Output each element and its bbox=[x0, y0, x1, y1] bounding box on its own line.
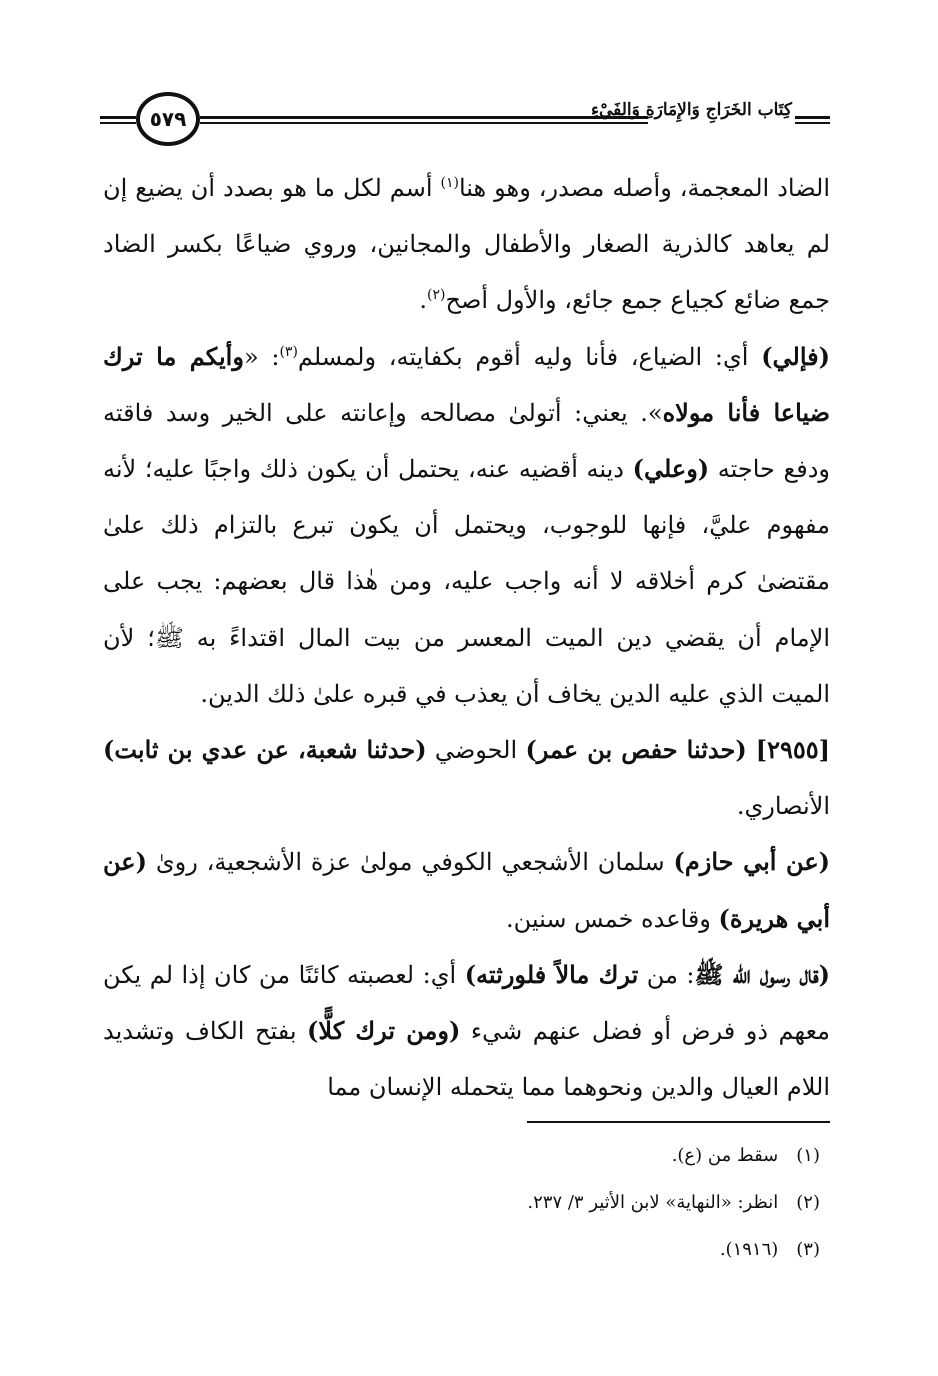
bold-run: (فإلي) bbox=[761, 341, 830, 371]
text-run: أي: لعصبته كائنًا من كان إذا لم يكن معهم ذو فرض أو فضل عنهم شيء bbox=[103, 960, 831, 1046]
page-header bbox=[100, 90, 830, 160]
bold-run: (قال رسول الله ﷺ bbox=[694, 959, 831, 989]
header-rule bbox=[200, 122, 648, 124]
footnote-text: (١٩١٦). bbox=[719, 1239, 779, 1260]
text-run: ». يعني: أتولىٰ مصالحه وإعانته على الخير وسد فاقته ودفع حاجته bbox=[103, 398, 830, 484]
text-run: الحوضي bbox=[426, 736, 526, 765]
footnote-text: سقط من (ع). bbox=[671, 1145, 779, 1166]
header-rule bbox=[795, 122, 830, 124]
footnote-number: (١) bbox=[796, 1145, 820, 1166]
paragraph bbox=[103, 947, 830, 1116]
main-text bbox=[103, 160, 830, 1115]
bold-run: ترك مالاً فلورثته) bbox=[464, 959, 639, 989]
header-rule bbox=[100, 116, 136, 119]
text-run: : « bbox=[243, 342, 280, 371]
text-run: الضاد المعجمة، وأصله مصدر، وهو هنا bbox=[458, 174, 830, 202]
bold-run: (ومن ترك كلًّا) bbox=[307, 1016, 461, 1046]
page-number: ٥٧٩ bbox=[136, 92, 200, 146]
footnote-ref: (٢) bbox=[426, 287, 446, 304]
text-run: أسم لكل ما هو بصدد أن يضيع إن لم يعاهد كالذرية الصغار والأطفال والمجانين، وروي ضياعًا بكسر الضاد جمع ضائع كجياع جمع جائع، والأول أصح bbox=[103, 174, 831, 315]
footnote bbox=[300, 1132, 820, 1179]
bold-run: (عن أبي هريرة) bbox=[103, 847, 830, 933]
paragraph bbox=[103, 329, 830, 722]
bold-run: وأيكم ما ترك ضياعا فأنا مولاه bbox=[103, 341, 831, 427]
footnote-divider bbox=[527, 1121, 830, 1123]
footnote-number: (٣) bbox=[796, 1239, 820, 1260]
paragraph bbox=[103, 722, 830, 834]
footnote bbox=[300, 1226, 820, 1273]
text-run: وقاعده خمس سنين. bbox=[505, 904, 719, 933]
footnote-number: (٢) bbox=[796, 1192, 820, 1213]
header-rule bbox=[795, 116, 830, 119]
text-run: بفتح الكاف وتشديد اللام العيال والدين ونحوهما مما يتحمله الإنسان مما bbox=[103, 1017, 830, 1102]
bold-run: [٢٩٥٥] (حدثنا حفص بن عمر) bbox=[525, 735, 831, 765]
text-run: سلمان الأشجعي الكوفي مولىٰ عزة الأشجعية، روىٰ bbox=[146, 848, 674, 877]
text-run: الأنصاري. bbox=[736, 792, 830, 821]
text-run: أي: الضياع، فأنا وليه أقوم بكفايته، ولمسلم bbox=[297, 342, 762, 371]
footnote bbox=[300, 1179, 820, 1226]
bold-run: (حدثنا شعبة، عن عدي بن ثابت) bbox=[103, 735, 427, 765]
bold-run: (عن أبي حازم) bbox=[673, 847, 831, 877]
bold-run: (وعلي) bbox=[632, 454, 710, 484]
paragraph bbox=[103, 834, 830, 946]
running-title: كِتَاب الخَرَاجِ وَالإِمَارَةِ وَالفَيْءِ bbox=[590, 100, 792, 120]
text-run: دينه أقضيه عنه، يحتمل أن يكون ذلك واجبًا عليه؛ لأنه مفهوم عليَّ، فإنها للوجوب، ويحتمل أن يكون تبرع بالتزام ذلك علىٰ مقتضىٰ كرم أخلاقه لا أنه واجب عليه، ومن هٰذا قال بعضهم: يجب على الإمام أن يقضي دين الميت المعسر من بيت المال اقتداءً به ﷺ؛ لأن الميت الذي عليه الدين يخاف أن يعذب في قبره علىٰ ذلك الدين. bbox=[103, 455, 830, 708]
footnote-ref: (١) bbox=[440, 175, 459, 191]
footnote-text: انظر: «النهاية» لابن الأثير ٣/ ٢٣٧. bbox=[527, 1192, 779, 1213]
text-run: : من bbox=[638, 960, 695, 989]
header-rule bbox=[200, 116, 648, 119]
text-run: . bbox=[419, 286, 427, 315]
footnote-ref: (٣) bbox=[279, 343, 298, 360]
header-rule bbox=[100, 122, 136, 124]
paragraph bbox=[103, 160, 830, 329]
footnotes bbox=[300, 1132, 820, 1273]
